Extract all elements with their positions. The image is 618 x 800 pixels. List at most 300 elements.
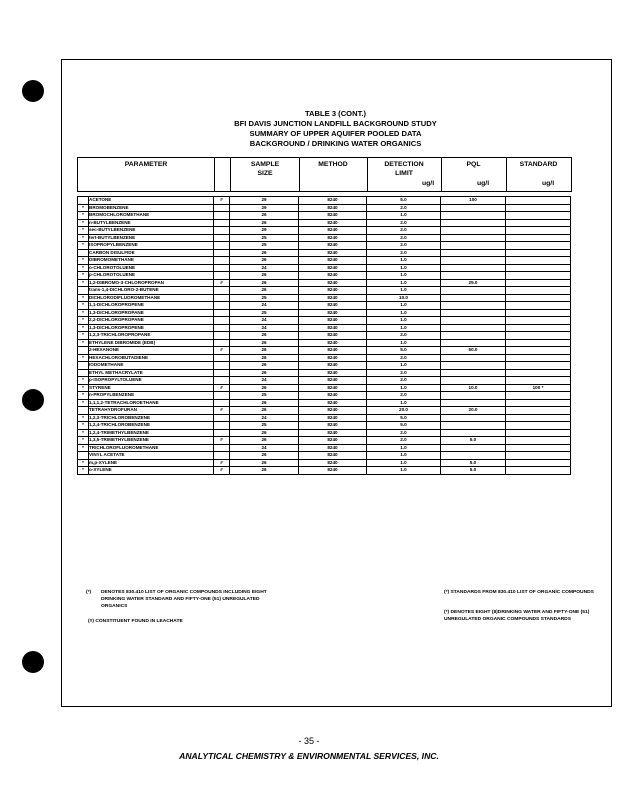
standard-cell bbox=[506, 407, 571, 415]
standard-cell bbox=[506, 317, 571, 325]
pql-cell bbox=[441, 227, 506, 235]
method-cell: 8240 bbox=[299, 354, 367, 362]
pql-cell bbox=[441, 317, 506, 325]
unit-standard: ug/l bbox=[542, 180, 555, 187]
row-marker-cell: * bbox=[78, 257, 89, 265]
table-row bbox=[78, 197, 571, 205]
data-table bbox=[77, 196, 571, 475]
parameter-name-cell: IODOMETHANE bbox=[89, 362, 214, 370]
leachate-flag-cell bbox=[214, 392, 230, 400]
row-marker-cell: * bbox=[78, 302, 89, 310]
detection-limit-cell: 1.0 bbox=[367, 317, 441, 325]
detection-limit-cell: 2.0 bbox=[367, 437, 441, 445]
standard-cell bbox=[506, 272, 571, 280]
table-row bbox=[78, 234, 571, 242]
leachate-flag-cell: # bbox=[214, 459, 230, 467]
row-marker-cell: * bbox=[78, 384, 89, 392]
row-marker-cell: * bbox=[78, 272, 89, 280]
pql-cell bbox=[441, 429, 506, 437]
detection-limit-cell: 1.0 bbox=[367, 452, 441, 460]
footnote-mark-asterisk: (*) bbox=[86, 590, 92, 595]
standard-cell bbox=[506, 324, 571, 332]
detection-limit-cell: 1.0 bbox=[367, 264, 441, 272]
table-row bbox=[78, 452, 571, 460]
row-marker-cell bbox=[78, 347, 89, 355]
detection-limit-cell: 2.0 bbox=[367, 227, 441, 235]
row-marker-cell: * bbox=[78, 309, 89, 317]
pql-cell bbox=[441, 324, 506, 332]
pql-cell: 100 bbox=[441, 197, 506, 205]
method-cell: 8240 bbox=[299, 437, 367, 445]
pql-cell: 5.0 bbox=[441, 459, 506, 467]
standard-cell bbox=[506, 212, 571, 220]
parameter-name-cell: 2-HEXANONE bbox=[89, 347, 214, 355]
punch-hole-middle bbox=[22, 389, 44, 411]
detection-limit-cell: 2.0 bbox=[367, 377, 441, 385]
standard-cell bbox=[506, 354, 571, 362]
table-row bbox=[78, 437, 571, 445]
row-marker-cell: * bbox=[78, 264, 89, 272]
parameter-name-cell: 1,3-DICHLOROPROPANE bbox=[89, 309, 214, 317]
standard-cell bbox=[506, 437, 571, 445]
pql-cell bbox=[441, 414, 506, 422]
pql-cell: 25.0 bbox=[441, 279, 506, 287]
method-cell: 8240 bbox=[299, 459, 367, 467]
parameter-name-cell: tert-BUTYLBENZENE bbox=[89, 234, 214, 242]
table-row bbox=[78, 429, 571, 437]
parameter-name-cell: DICHLORODIFLUOROMETHANE bbox=[89, 294, 214, 302]
pql-cell bbox=[441, 249, 506, 257]
leachate-flag-cell bbox=[214, 444, 230, 452]
table-row bbox=[78, 362, 571, 370]
table-row bbox=[78, 369, 571, 377]
row-marker-cell: * bbox=[78, 437, 89, 445]
parameter-name-cell: n-BUTYLBENZENE bbox=[89, 219, 214, 227]
leachate-flag-cell bbox=[214, 234, 230, 242]
leachate-flag-cell bbox=[214, 317, 230, 325]
sample-size-cell: 26 bbox=[230, 287, 299, 295]
parameter-name-cell: TETRAHYDROFURAN bbox=[89, 407, 214, 415]
table-row bbox=[78, 219, 571, 227]
pql-cell bbox=[441, 219, 506, 227]
method-cell: 8240 bbox=[299, 399, 367, 407]
pql-cell bbox=[441, 392, 506, 400]
sample-size-cell: 25 bbox=[230, 309, 299, 317]
sample-size-cell: 26 bbox=[230, 429, 299, 437]
leachate-flag-cell bbox=[214, 264, 230, 272]
leachate-flag-cell bbox=[214, 362, 230, 370]
sample-size-cell: 26 bbox=[230, 407, 299, 415]
header-sample-size: SAMPLE SIZE bbox=[250, 161, 280, 177]
standard-cell bbox=[506, 467, 571, 475]
row-marker-cell: * bbox=[78, 459, 89, 467]
table-row bbox=[78, 444, 571, 452]
table-row bbox=[78, 279, 571, 287]
row-marker-cell bbox=[78, 362, 89, 370]
leachate-flag-cell bbox=[214, 242, 230, 250]
standard-cell bbox=[506, 392, 571, 400]
detection-limit-cell: 1.0 bbox=[367, 399, 441, 407]
detection-limit-cell: 1.0 bbox=[367, 287, 441, 295]
row-marker-cell: * bbox=[78, 234, 89, 242]
row-marker-cell bbox=[78, 369, 89, 377]
leachate-flag-cell bbox=[214, 354, 230, 362]
row-marker-cell bbox=[78, 249, 89, 257]
sample-size-cell: 26 bbox=[230, 384, 299, 392]
method-cell: 8240 bbox=[299, 392, 367, 400]
row-marker-cell: * bbox=[78, 467, 89, 475]
detection-limit-cell: 1.0 bbox=[367, 302, 441, 310]
table-header bbox=[77, 157, 572, 192]
leachate-flag-cell: # bbox=[214, 407, 230, 415]
sample-size-cell: 25 bbox=[230, 234, 299, 242]
parameter-name-cell: ACETONE bbox=[89, 197, 214, 205]
pql-cell bbox=[441, 272, 506, 280]
parameter-name-cell: VINYL ACETATE bbox=[89, 452, 214, 460]
row-marker-cell: * bbox=[78, 294, 89, 302]
page-number: - 35 - bbox=[298, 736, 320, 746]
detection-limit-cell: 1.0 bbox=[367, 279, 441, 287]
parameter-name-cell: STYRENE bbox=[89, 384, 214, 392]
sample-size-cell: 29 bbox=[230, 227, 299, 235]
parameter-name-cell: BROMOCHLOROMETHANE bbox=[89, 212, 214, 220]
parameter-name-cell: ISOPROPYLBENZENE bbox=[89, 242, 214, 250]
row-marker-cell: * bbox=[78, 227, 89, 235]
method-cell: 8240 bbox=[299, 422, 367, 430]
sample-size-cell: 26 bbox=[230, 249, 299, 257]
pql-cell bbox=[441, 294, 506, 302]
parameter-name-cell: 1,1-DICHLOROPROPENE bbox=[89, 302, 214, 310]
sample-size-cell: 26 bbox=[230, 399, 299, 407]
row-marker-cell: * bbox=[78, 422, 89, 430]
leachate-flag-cell: # bbox=[214, 467, 230, 475]
table-row bbox=[78, 242, 571, 250]
pql-cell bbox=[441, 362, 506, 370]
footnote-left-2: (#) CONSTITUENT FOUND IN LEACHATE bbox=[88, 619, 183, 624]
standard-cell bbox=[506, 197, 571, 205]
method-cell: 8240 bbox=[299, 257, 367, 265]
header-detection-limit: DETECTION LIMIT bbox=[384, 161, 424, 177]
parameter-name-cell: 1,2,3-TRICHLOROPROPANE bbox=[89, 332, 214, 340]
standard-cell bbox=[506, 264, 571, 272]
detection-limit-cell: 1.0 bbox=[367, 362, 441, 370]
header-parameter: PARAMETER bbox=[124, 161, 168, 168]
parameter-name-cell: o-CHLOROTOLUENE bbox=[89, 264, 214, 272]
method-cell: 8240 bbox=[299, 369, 367, 377]
detection-limit-cell: 5.0 bbox=[367, 422, 441, 430]
method-cell: 8240 bbox=[299, 227, 367, 235]
leachate-flag-cell bbox=[214, 324, 230, 332]
method-cell: 8240 bbox=[299, 362, 367, 370]
parameter-name-cell: 2,2-DICHLOROPROPANE bbox=[89, 317, 214, 325]
pql-cell bbox=[441, 234, 506, 242]
method-cell: 8240 bbox=[299, 219, 367, 227]
sample-size-cell: 26 bbox=[230, 279, 299, 287]
study-title: BFI DAVIS JUNCTION LANDFILL BACKGROUND STUDY bbox=[234, 119, 437, 128]
row-marker-cell: * bbox=[78, 332, 89, 340]
sample-size-cell: 26 bbox=[230, 219, 299, 227]
standard-cell bbox=[506, 399, 571, 407]
footnote-right-1: (*) STANDARDS FROM 830.410 LIST OF ORGANIC COMPOUNDS bbox=[444, 590, 594, 595]
leachate-flag-cell bbox=[214, 287, 230, 295]
detection-limit-cell: 1.0 bbox=[367, 467, 441, 475]
table-row bbox=[78, 384, 571, 392]
detection-limit-cell: 1.0 bbox=[367, 339, 441, 347]
method-cell: 8240 bbox=[299, 407, 367, 415]
row-marker-cell: * bbox=[78, 414, 89, 422]
table-row bbox=[78, 414, 571, 422]
header-method: METHOD bbox=[318, 161, 348, 168]
parameter-name-cell: 1,2,4-TRIMETHYLBENZENE bbox=[89, 429, 214, 437]
row-marker-cell bbox=[78, 287, 89, 295]
method-cell: 8240 bbox=[299, 467, 367, 475]
table-row bbox=[78, 264, 571, 272]
pql-cell: 5.0 bbox=[441, 437, 506, 445]
leachate-flag-cell bbox=[214, 422, 230, 430]
row-marker-cell: * bbox=[78, 392, 89, 400]
parameter-name-cell: 1,1,1,2-TETRACHLOROETHANE bbox=[89, 399, 214, 407]
detection-limit-cell: 2.0 bbox=[367, 249, 441, 257]
table-row bbox=[78, 347, 571, 355]
standard-cell bbox=[506, 377, 571, 385]
standard-cell bbox=[506, 234, 571, 242]
method-cell: 8240 bbox=[299, 377, 367, 385]
method-cell: 8240 bbox=[299, 324, 367, 332]
parameter-name-cell: trans-1,4-DICHLORO-2-BUTENE bbox=[89, 287, 214, 295]
method-cell: 8240 bbox=[299, 242, 367, 250]
sample-size-cell: 26 bbox=[230, 437, 299, 445]
pql-cell bbox=[441, 332, 506, 340]
table-row bbox=[78, 317, 571, 325]
header-standard: STANDARD bbox=[519, 161, 558, 168]
method-cell: 8240 bbox=[299, 384, 367, 392]
method-cell: 8240 bbox=[299, 332, 367, 340]
leachate-flag-cell bbox=[214, 332, 230, 340]
leachate-flag-cell bbox=[214, 399, 230, 407]
parameter-name-cell: p-ISOPROPYLTOLUENE bbox=[89, 377, 214, 385]
parameter-name-cell: p-CHLOROTOLUENE bbox=[89, 272, 214, 280]
standard-cell bbox=[506, 287, 571, 295]
row-marker-cell: * bbox=[78, 317, 89, 325]
pql-cell bbox=[441, 257, 506, 265]
detection-limit-cell: 1.0 bbox=[367, 444, 441, 452]
table-row bbox=[78, 399, 571, 407]
sample-size-cell: 24 bbox=[230, 414, 299, 422]
row-marker-cell: * bbox=[78, 354, 89, 362]
table-row bbox=[78, 467, 571, 475]
pql-cell: 10.0 bbox=[441, 384, 506, 392]
method-cell: 8240 bbox=[299, 444, 367, 452]
sample-size-cell: 26 bbox=[230, 369, 299, 377]
sample-size-cell: 26 bbox=[230, 459, 299, 467]
detection-limit-cell: 1.0 bbox=[367, 257, 441, 265]
sample-size-cell: 26 bbox=[230, 354, 299, 362]
table-row bbox=[78, 227, 571, 235]
sample-size-cell: 25 bbox=[230, 294, 299, 302]
detection-limit-cell: 1.0 bbox=[367, 309, 441, 317]
sample-size-cell: 26 bbox=[230, 332, 299, 340]
detection-limit-cell: 1.0 bbox=[367, 459, 441, 467]
detection-limit-cell: 1.0 bbox=[367, 384, 441, 392]
standard-cell bbox=[506, 347, 571, 355]
sample-size-cell: 26 bbox=[230, 347, 299, 355]
table-row bbox=[78, 324, 571, 332]
detection-limit-cell: 2.0 bbox=[367, 242, 441, 250]
table-row bbox=[78, 294, 571, 302]
method-cell: 8240 bbox=[299, 204, 367, 212]
header-pql: PQL bbox=[466, 161, 481, 168]
method-cell: 8240 bbox=[299, 452, 367, 460]
pql-cell bbox=[441, 287, 506, 295]
table-row bbox=[78, 212, 571, 220]
method-cell: 8240 bbox=[299, 279, 367, 287]
parameter-name-cell: BROMOBENZENE bbox=[89, 204, 214, 212]
standard-cell bbox=[506, 227, 571, 235]
method-cell: 8240 bbox=[299, 294, 367, 302]
pql-cell bbox=[441, 354, 506, 362]
parameter-name-cell: 1,2,4-TRICHLOROBENZENE bbox=[89, 422, 214, 430]
table-row bbox=[78, 407, 571, 415]
standard-cell bbox=[506, 422, 571, 430]
leachate-flag-cell bbox=[214, 249, 230, 257]
standard-cell bbox=[506, 452, 571, 460]
detection-limit-cell: 2.0 bbox=[367, 354, 441, 362]
leachate-flag-cell bbox=[214, 377, 230, 385]
detection-limit-cell: 20.0 bbox=[367, 407, 441, 415]
standard-cell bbox=[506, 459, 571, 467]
footnote-right-2: (*) DENOTES EIGHT (8)DRINKING WATER AND FIFTY-ONE (51) UNREGULATED ORGANIC COMPOUNDS STANDARDS bbox=[444, 610, 590, 622]
pql-cell bbox=[441, 242, 506, 250]
sample-size-cell: 26 bbox=[230, 452, 299, 460]
leachate-flag-cell bbox=[214, 272, 230, 280]
leachate-flag-cell bbox=[214, 294, 230, 302]
sample-size-cell: 24 bbox=[230, 377, 299, 385]
leachate-flag-cell bbox=[214, 212, 230, 220]
table-row bbox=[78, 302, 571, 310]
detection-limit-cell: 2.0 bbox=[367, 332, 441, 340]
footnote-left-1: DENOTES 830.410 LIST OF ORGANIC COMPOUNDS INCLUDING EIGHT DRINKING WATER STANDARD AND FIFTY-ONE (51) UNREGULATED ORGANICS bbox=[101, 590, 267, 609]
sample-size-cell: 24 bbox=[230, 444, 299, 452]
method-cell: 8240 bbox=[299, 302, 367, 310]
leachate-flag-cell: # bbox=[214, 347, 230, 355]
row-marker-cell bbox=[78, 452, 89, 460]
row-marker-cell: * bbox=[78, 242, 89, 250]
unit-detection-limit: ug/l bbox=[422, 180, 435, 187]
method-cell: 8240 bbox=[299, 249, 367, 257]
sample-size-cell: 25 bbox=[230, 242, 299, 250]
detection-limit-cell: 10.0 bbox=[367, 294, 441, 302]
punch-hole-top bbox=[22, 80, 44, 102]
pql-cell: 5.0 bbox=[441, 467, 506, 475]
method-cell: 8240 bbox=[299, 347, 367, 355]
parameter-name-cell: CARBON DISULFIDE bbox=[89, 249, 214, 257]
method-cell: 8240 bbox=[299, 414, 367, 422]
unit-pql: ug/l bbox=[477, 180, 490, 187]
standard-cell bbox=[506, 309, 571, 317]
method-cell: 8240 bbox=[299, 429, 367, 437]
standard-cell bbox=[506, 362, 571, 370]
detection-limit-cell: 2.0 bbox=[367, 392, 441, 400]
parameter-name-cell: o-XYLENE bbox=[89, 467, 214, 475]
pql-cell bbox=[441, 264, 506, 272]
row-marker-cell: * bbox=[78, 204, 89, 212]
leachate-flag-cell bbox=[214, 429, 230, 437]
row-marker-cell: * bbox=[78, 324, 89, 332]
method-cell: 8240 bbox=[299, 272, 367, 280]
sample-size-cell: 24 bbox=[230, 317, 299, 325]
pql-cell bbox=[441, 452, 506, 460]
sample-size-cell: 29 bbox=[230, 204, 299, 212]
table-title: TABLE 3 (CONT.) bbox=[304, 109, 367, 118]
leachate-flag-cell: # bbox=[214, 384, 230, 392]
leachate-flag-cell bbox=[214, 257, 230, 265]
standard-cell bbox=[506, 242, 571, 250]
parameter-name-cell: m,p-XYLENE bbox=[89, 459, 214, 467]
table-row bbox=[78, 422, 571, 430]
detection-limit-cell: 2.0 bbox=[367, 204, 441, 212]
row-marker-cell: * bbox=[78, 399, 89, 407]
sample-size-cell: 25 bbox=[230, 392, 299, 400]
standard-cell bbox=[506, 444, 571, 452]
detection-limit-cell: 1.0 bbox=[367, 324, 441, 332]
sample-size-cell: 25 bbox=[230, 422, 299, 430]
standard-cell bbox=[506, 294, 571, 302]
row-marker-cell: * bbox=[78, 377, 89, 385]
standard-cell bbox=[506, 414, 571, 422]
standard-cell bbox=[506, 332, 571, 340]
parameter-name-cell: ETHYL METHACRYLATE bbox=[89, 369, 214, 377]
table-row bbox=[78, 257, 571, 265]
table-row bbox=[78, 309, 571, 317]
detection-limit-cell: 1.0 bbox=[367, 272, 441, 280]
row-marker-cell: * bbox=[78, 429, 89, 437]
sample-size-cell: 24 bbox=[230, 302, 299, 310]
sample-size-cell: 26 bbox=[230, 339, 299, 347]
detection-limit-cell: 5.0 bbox=[367, 197, 441, 205]
pql-cell: 50.0 bbox=[441, 347, 506, 355]
sample-size-cell: 26 bbox=[230, 272, 299, 280]
parameter-name-cell: TRICHLOROFLUOROMETHANE bbox=[89, 444, 214, 452]
method-cell: 8240 bbox=[299, 287, 367, 295]
pql-cell bbox=[441, 399, 506, 407]
detection-limit-cell: 2.0 bbox=[367, 429, 441, 437]
category-title: BACKGROUND / DRINKING WATER ORGANICS bbox=[249, 139, 422, 148]
pql-cell bbox=[441, 309, 506, 317]
table-title-block bbox=[61, 109, 610, 149]
leachate-flag-cell: # bbox=[214, 279, 230, 287]
detection-limit-cell: 2.0 bbox=[367, 369, 441, 377]
parameter-name-cell: DIBROMOMETHANE bbox=[89, 257, 214, 265]
leachate-flag-cell: # bbox=[214, 437, 230, 445]
parameter-name-cell: 1,2,3-TRICHLOROBENZENE bbox=[89, 414, 214, 422]
pql-cell bbox=[441, 302, 506, 310]
pql-cell bbox=[441, 444, 506, 452]
method-cell: 8240 bbox=[299, 197, 367, 205]
sample-size-cell: 26 bbox=[230, 257, 299, 265]
table-row bbox=[78, 377, 571, 385]
leachate-flag-cell bbox=[214, 219, 230, 227]
detection-limit-cell: 2.0 bbox=[367, 219, 441, 227]
parameter-name-cell: n-PROPYLBENZENE bbox=[89, 392, 214, 400]
table-row bbox=[78, 287, 571, 295]
parameter-name-cell: 1,2-DIBROMO-3-CHLOROPROPAN bbox=[89, 279, 214, 287]
detection-limit-cell: 5.0 bbox=[367, 347, 441, 355]
leachate-flag-cell bbox=[214, 309, 230, 317]
table-row bbox=[78, 354, 571, 362]
punch-hole-bottom bbox=[22, 651, 44, 673]
method-cell: 8240 bbox=[299, 234, 367, 242]
pql-cell bbox=[441, 422, 506, 430]
